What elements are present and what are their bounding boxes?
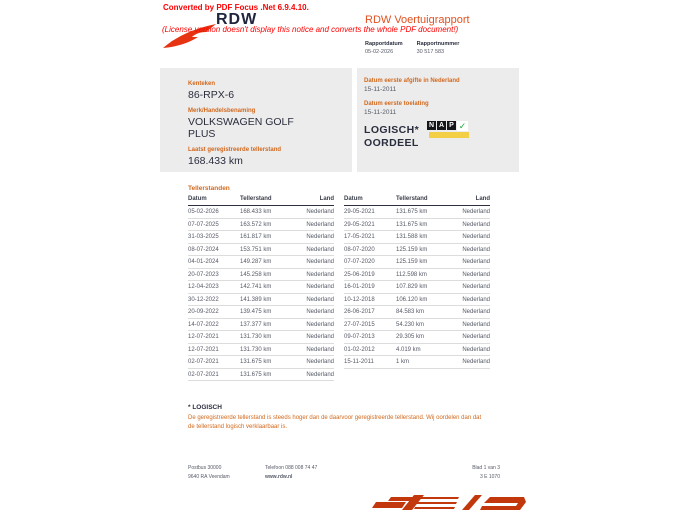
table-cell: 149.287 km xyxy=(240,259,272,265)
table-cell: 02-07-2021 xyxy=(188,359,219,365)
table-row xyxy=(188,344,334,357)
table-cell: Nederland xyxy=(306,209,334,215)
table-row xyxy=(344,231,490,244)
table-cell: Nederland xyxy=(462,309,490,315)
logisch-footnote xyxy=(188,404,488,432)
table-cell: 29-05-2021 xyxy=(344,209,375,215)
watermark-line1: Converted by PDF Focus .Net 6.9.4.10. xyxy=(163,3,309,12)
table-cell: 07-07-2025 xyxy=(188,221,219,228)
footer-form-code: 3 E 1070 xyxy=(479,474,500,480)
table-cell: Nederland xyxy=(462,321,490,328)
table-cell: 163.572 km xyxy=(240,221,272,228)
table-cell: 131.588 km xyxy=(396,234,428,240)
column-header-datum: Datum xyxy=(344,196,363,202)
table-cell: 25-06-2019 xyxy=(344,271,375,278)
table-cell: 125.159 km xyxy=(396,246,428,253)
footer-contact xyxy=(265,464,317,482)
table-row xyxy=(344,344,490,357)
table-cell: 12-07-2021 xyxy=(188,346,219,353)
rapportdatum-label: Rapportdatum xyxy=(365,41,403,47)
teller-table-right xyxy=(344,194,490,369)
rapportdatum-value: 05-02-2026 xyxy=(365,49,394,55)
kenteken-label: Kenteken xyxy=(188,81,216,87)
table-cell: 05-02-2026 xyxy=(188,209,219,215)
footer-address-line2: 9640 RA Veendam xyxy=(188,474,230,480)
table-cell: Nederland xyxy=(306,271,334,278)
table-row xyxy=(344,269,490,282)
table-row xyxy=(188,369,334,382)
table-row xyxy=(344,319,490,332)
table-row xyxy=(344,244,490,257)
nap-letter-p: P xyxy=(447,121,456,130)
table-cell: 142.741 km xyxy=(240,284,272,290)
teller-table-left-body xyxy=(188,206,334,381)
rdw-speed-stripes-graphic xyxy=(372,493,527,513)
oordeel-line2: OORDEEL xyxy=(364,137,419,149)
afgifte-value: 15-11-2011 xyxy=(364,86,397,93)
column-header-tellerstand: Tellerstand xyxy=(396,196,428,202)
table-row xyxy=(188,306,334,319)
footnote-title: * LOGISCH xyxy=(188,404,222,411)
table-row xyxy=(344,356,490,369)
table-cell: Nederland xyxy=(306,221,334,228)
table-cell: Nederland xyxy=(462,284,490,290)
table-cell: 29-05-2021 xyxy=(344,221,375,228)
nap-logo xyxy=(427,121,471,138)
table-cell: 137.377 km xyxy=(240,321,272,328)
footer-page-info xyxy=(420,464,500,482)
table-cell: 4.019 km xyxy=(396,346,421,353)
rdw-logo-text: RDW xyxy=(216,11,258,28)
afgifte-label: Datum eerste afgifte in Nederland xyxy=(364,78,460,84)
footer-page-number: Blad 1 van 3 xyxy=(472,465,500,471)
table-cell: Nederland xyxy=(306,309,334,315)
laatste-tellerstand-label: Laatst geregistreerde tellerstand xyxy=(188,146,282,153)
table-cell: 168.433 km xyxy=(240,209,272,215)
table-row xyxy=(344,281,490,294)
table-cell: 125.159 km xyxy=(396,259,428,265)
table-cell: 145.258 km xyxy=(240,271,272,278)
table-cell: Nederland xyxy=(462,359,490,365)
footer-phone: Telefoon 088 008 74 47 xyxy=(265,465,318,471)
oordeel-line1: LOGISCH* xyxy=(364,124,420,136)
table-cell: 1 km xyxy=(396,359,410,365)
table-cell: 106.120 km xyxy=(396,296,428,303)
table-cell: Nederland xyxy=(462,221,490,228)
table-cell: Nederland xyxy=(306,334,334,340)
table-cell: 27-07-2015 xyxy=(344,321,375,328)
teller-table-left xyxy=(188,194,334,381)
teller-table-right-body xyxy=(344,206,490,369)
table-cell: Nederland xyxy=(306,359,334,365)
table-cell: Nederland xyxy=(462,246,490,253)
table-cell: Nederland xyxy=(462,259,490,265)
table-cell: 131.675 km xyxy=(240,359,272,365)
nap-yellow-bar xyxy=(429,132,469,138)
table-cell: Nederland xyxy=(462,334,490,340)
table-cell: 31-03-2025 xyxy=(188,234,219,240)
column-header-tellerstand: Tellerstand xyxy=(240,196,272,202)
table-cell: Nederland xyxy=(306,259,334,265)
table-row xyxy=(188,269,334,282)
laatste-tellerstand-value: 168.433 km xyxy=(188,154,243,167)
table-cell: 131.730 km xyxy=(240,334,272,340)
table-cell: Nederland xyxy=(306,371,334,378)
table-cell: Nederland xyxy=(462,234,490,240)
table-cell: 139.475 km xyxy=(240,309,272,315)
table-cell: 112.598 km xyxy=(396,271,427,278)
report-title: RDW Voertuigrapport xyxy=(365,14,470,26)
table-cell: 30-12-2022 xyxy=(188,296,219,303)
table-cell: 08-07-2024 xyxy=(188,246,219,253)
rapportnummer-label: Rapportnummer xyxy=(416,41,460,47)
table-row xyxy=(188,294,334,307)
table-row xyxy=(188,331,334,344)
footnote-text: De geregistreerde tellerstand is steeds hoger dan de daarvoor geregistreerde tellerstand. Wij oordelen dan dat de tellerstand logisch verklaarbaar is. xyxy=(188,415,482,430)
footer-address-line1: Postbus 30000 xyxy=(188,465,222,471)
table-cell: 07-07-2020 xyxy=(344,259,375,265)
table-cell: 08-07-2020 xyxy=(344,246,375,253)
table-cell: 20-07-2023 xyxy=(188,271,219,278)
table-cell: Nederland xyxy=(462,209,490,215)
table-cell: Nederland xyxy=(306,284,334,290)
kenteken-value: 86-RPX-6 xyxy=(188,89,235,101)
table-cell: Nederland xyxy=(462,296,490,303)
table-cell: 02-07-2021 xyxy=(188,371,219,378)
table-cell: 153.751 km xyxy=(240,246,272,253)
table-cell: 54.230 km xyxy=(396,321,425,328)
table-cell: Nederland xyxy=(306,296,334,303)
table-row xyxy=(188,356,334,369)
table-cell: 131.675 km xyxy=(396,209,428,215)
table-cell: 161.817 km xyxy=(240,234,272,240)
merk-label: Merk/Handelsbenaming xyxy=(188,107,256,114)
table-cell: 26-06-2017 xyxy=(344,309,375,315)
table-row xyxy=(344,206,490,219)
table-row xyxy=(344,331,490,344)
table-cell: 107.829 km xyxy=(396,284,428,290)
table-cell: Nederland xyxy=(306,346,334,353)
table-row xyxy=(188,206,334,219)
table-cell: 16-01-2019 xyxy=(344,284,375,290)
footer-address xyxy=(188,464,230,482)
toelating-value: 15-11-2011 xyxy=(364,109,397,116)
table-cell: 131.675 km xyxy=(396,221,428,228)
table-row xyxy=(344,306,490,319)
checkmark-icon: ✓ xyxy=(458,120,467,131)
table-header xyxy=(188,194,334,206)
table-cell: 20-09-2022 xyxy=(188,309,219,315)
table-cell: 131.675 km xyxy=(240,371,272,378)
table-cell: 17-05-2021 xyxy=(344,234,375,240)
table-row xyxy=(344,256,490,269)
table-cell: 04-01-2024 xyxy=(188,259,219,265)
table-cell: 15-11-2011 xyxy=(344,359,374,365)
merk-value: VOLKSWAGEN GOLF PLUS xyxy=(188,115,294,140)
table-cell: 12-04-2023 xyxy=(188,284,219,290)
footer-website[interactable]: www.rdw.nl xyxy=(265,474,293,480)
column-header-land: Land xyxy=(319,196,334,202)
table-row xyxy=(188,231,334,244)
table-row xyxy=(188,244,334,257)
table-cell: 10-12-2018 xyxy=(344,296,375,303)
table-cell: 84.583 km xyxy=(396,309,425,315)
column-header-land: Land xyxy=(475,196,490,202)
table-row xyxy=(188,219,334,232)
table-row xyxy=(188,256,334,269)
nap-letter-n: N xyxy=(428,122,435,129)
table-cell: 01-02-2012 xyxy=(344,346,375,353)
table-cell: 09-07-2013 xyxy=(344,334,375,340)
table-row xyxy=(188,281,334,294)
table-row xyxy=(344,219,490,232)
table-cell: Nederland xyxy=(306,321,334,328)
table-cell: 12-07-2021 xyxy=(188,334,219,340)
table-header xyxy=(344,194,490,206)
toelating-label: Datum eerste toelating xyxy=(364,101,429,107)
table-cell: Nederland xyxy=(306,234,334,240)
table-cell: 14-07-2022 xyxy=(188,321,219,328)
watermark-line2: (License version doesn't display this notice and converts the whole PDF document!) xyxy=(162,25,459,34)
table-cell: 29.305 km xyxy=(396,334,425,340)
vehicle-info-panel xyxy=(160,68,352,172)
column-header-datum: Datum xyxy=(188,196,207,202)
report-meta xyxy=(365,41,459,55)
table-cell: Nederland xyxy=(462,271,490,278)
table-cell: 141.389 km xyxy=(240,296,272,303)
tellerstanden-section-title: Tellerstanden xyxy=(188,185,230,192)
table-row xyxy=(344,294,490,307)
table-cell: Nederland xyxy=(306,246,334,253)
rapportnummer-value: 30 517 583 xyxy=(416,49,445,55)
registration-info-panel xyxy=(357,68,519,172)
table-cell: 131.730 km xyxy=(240,346,272,353)
nap-letter-a: A xyxy=(438,122,445,129)
table-cell: Nederland xyxy=(462,346,490,353)
table-row xyxy=(188,319,334,332)
